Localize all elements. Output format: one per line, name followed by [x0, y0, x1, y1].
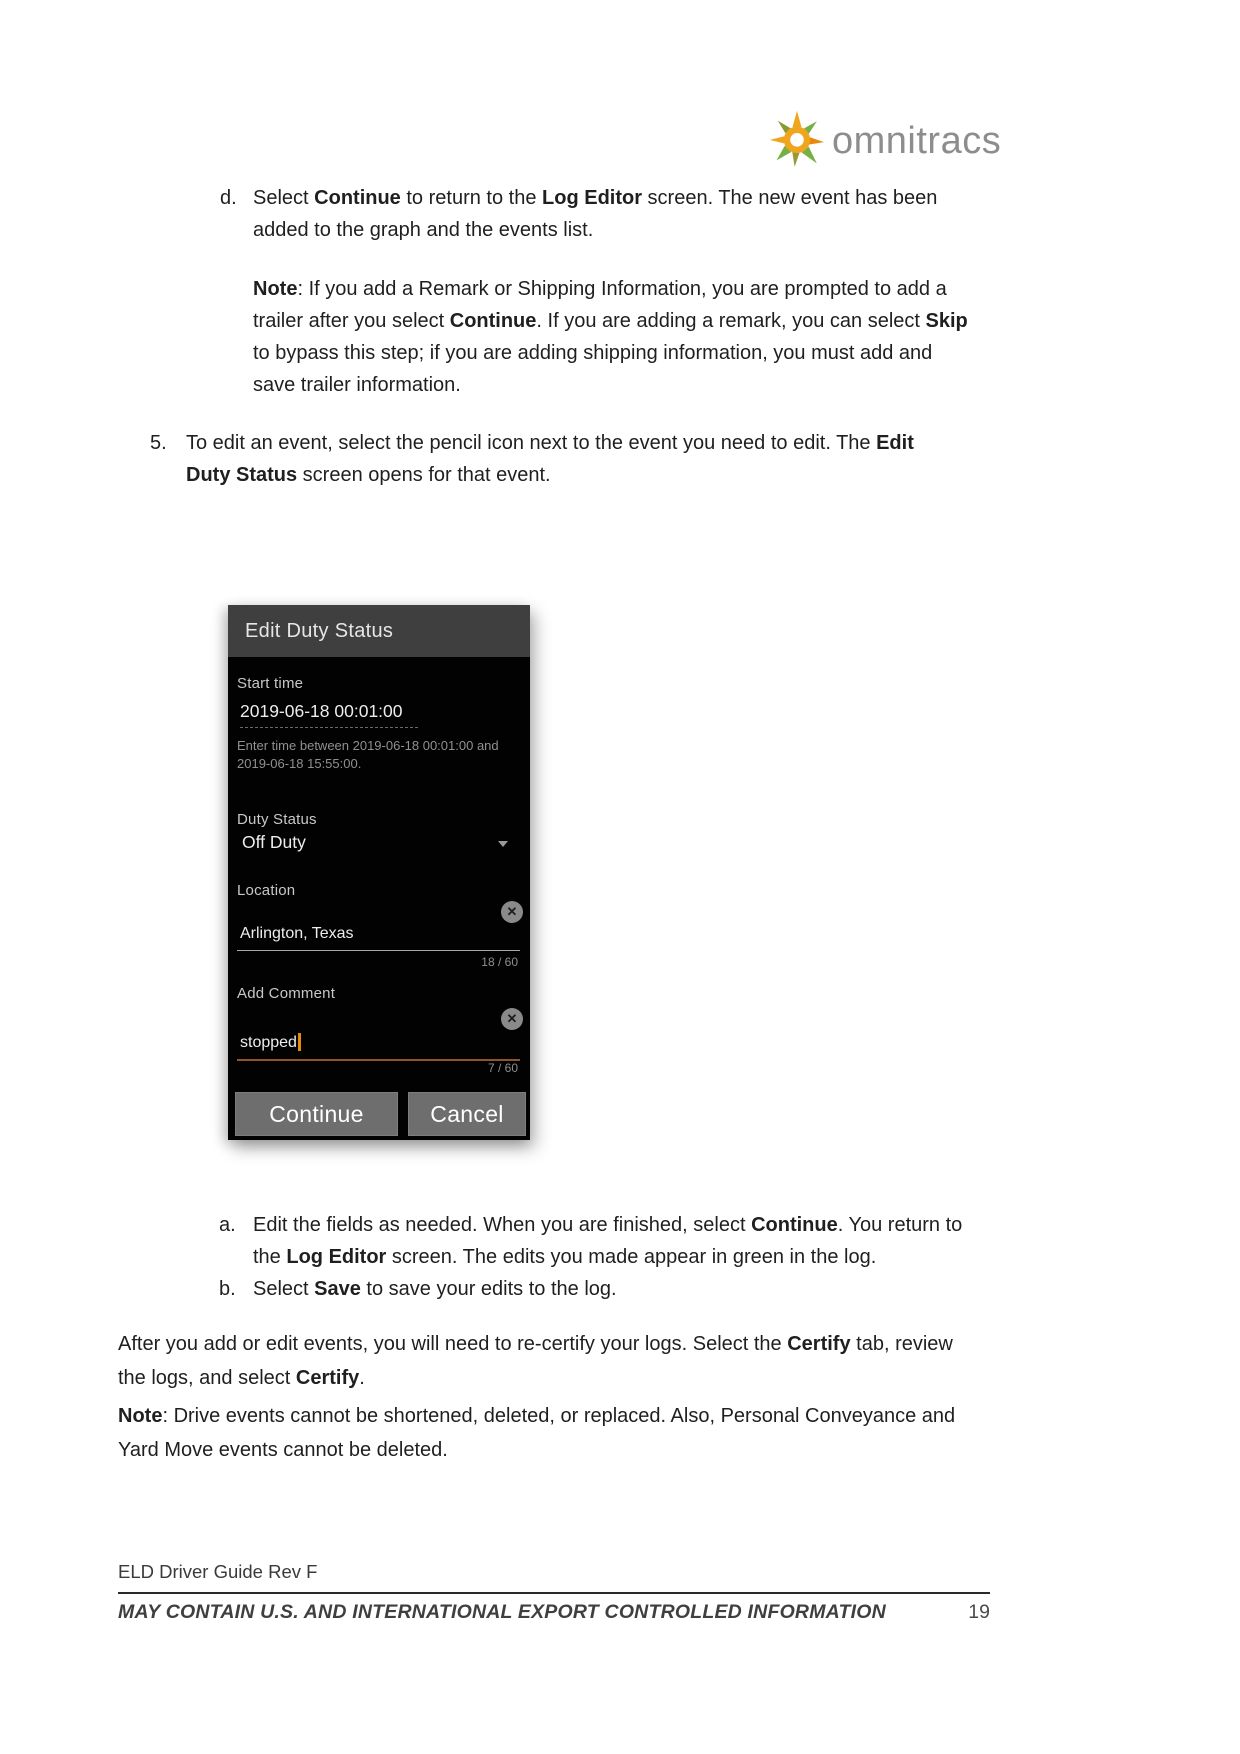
list-item-text: To edit an event, select the pencil icon next to the event you need to edit. The Edit Duty Status screen opens for that event. — [186, 432, 914, 486]
page-number: 19 — [968, 1601, 990, 1623]
list-marker: 5. — [150, 432, 167, 454]
certify-paragraph: After you add or edit events, you will need to re-certify your logs. Select the Certify tab, review the logs, and select Certify. — [118, 1333, 953, 1389]
start-time-input[interactable]: 2019-06-18 00:01:00 — [240, 701, 418, 728]
list-marker: b. — [219, 1278, 236, 1300]
omnitracs-logo-text: omnitracs — [832, 119, 1002, 162]
comment-char-counter: 7 / 60 — [487, 1061, 518, 1075]
export-control-notice: MAY CONTAIN U.S. AND INTERNATIONAL EXPORT CONTROLLED INFORMATION — [118, 1601, 886, 1623]
location-char-counter: 18 / 60 — [481, 955, 518, 969]
list-item-b — [219, 1273, 617, 1305]
location-input[interactable]: Arlington, Texas — [237, 925, 520, 951]
list-item-5 — [150, 427, 914, 491]
note-paragraph: Note: If you add a Remark or Shipping Information, you are prompted to add a trailer after you select Continue. If you are adding a remark, you can select Skip to bypass this step; if you are adding shipping information, you must add and save trailer information. — [253, 278, 968, 396]
clear-location-icon[interactable]: ✕ — [501, 901, 523, 923]
add-comment-label: Add Comment — [237, 985, 336, 1002]
footer-notice-row — [118, 1601, 990, 1624]
comment-input[interactable] — [237, 1033, 520, 1061]
note2-paragraph: Note: Drive events cannot be shortened, deleted, or replaced. Also, Personal Conveyance and Yard Move events cannot be deleted. — [118, 1405, 956, 1461]
start-time-hint-line1: Enter time between 2019-06-18 00:01:00 and — [237, 738, 499, 753]
text-cursor — [298, 1033, 301, 1051]
dialog-title: Edit Duty Status — [228, 605, 530, 657]
footer-divider — [118, 1592, 990, 1594]
edit-duty-status-dialog — [228, 605, 530, 1140]
start-time-label: Start time — [237, 675, 304, 692]
start-time-hint-line2: 2019-06-18 15:55:00. — [237, 756, 362, 771]
cancel-button[interactable]: Cancel — [408, 1092, 526, 1136]
omnitracs-logo-icon — [768, 104, 826, 177]
continue-button[interactable]: Continue — [235, 1092, 398, 1136]
list-item-text: Edit the fields as needed. When you are finished, select Continue. You return to the Log Editor screen. The edits you made appear in green in the log. — [253, 1214, 963, 1268]
list-item-text: Select Save to save your edits to the log. — [253, 1278, 617, 1300]
location-label: Location — [237, 882, 296, 899]
omnitracs-logo — [768, 104, 1001, 177]
list-item-a — [219, 1209, 962, 1273]
list-marker: d. — [220, 187, 237, 209]
chevron-down-icon[interactable] — [498, 841, 508, 847]
list-marker: a. — [219, 1214, 236, 1236]
duty-status-label: Duty Status — [237, 811, 317, 828]
list-item-text: Select Continue to return to the Log Editor screen. The new event has been added to the graph and the events list. — [253, 187, 938, 241]
list-item-d — [220, 182, 937, 246]
footer-doc-title: ELD Driver Guide Rev F — [118, 1561, 318, 1582]
clear-comment-icon[interactable]: ✕ — [501, 1008, 523, 1030]
duty-status-select[interactable]: Off Duty — [242, 832, 306, 852]
comment-text: stopped — [240, 1034, 297, 1051]
